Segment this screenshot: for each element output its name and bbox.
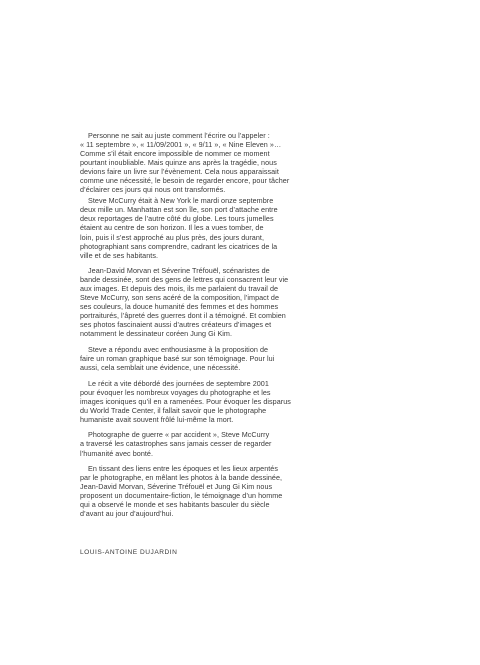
text-line: Comme s’il était encore impossible de nommer ce moment <box>80 149 270 159</box>
text-line: qui a observé le monde et ses habitants basculer du siècle <box>80 500 270 510</box>
text-line: humaniste avait souvent frôlé lui-même la mort. <box>80 414 234 424</box>
text-line: Photographe de guerre « par accident », Steve McCurry <box>88 430 270 440</box>
text-line: l’humanité avec bonté. <box>80 448 154 458</box>
author-signature: LOUIS-ANTOINE DUJARDIN <box>80 549 178 556</box>
text-line: ses couleurs, la douce humanité des femmes et des hommes <box>80 302 279 312</box>
text-line: par le photographe, en mêlant les photos à la bande dessinée, <box>80 473 283 483</box>
text-line: Le récit a vite débordé des journées de septembre 2001 <box>88 378 269 388</box>
paragraph-4 <box>80 345 320 372</box>
text-line: d’avant au jour d’aujourd’hui. <box>80 509 174 519</box>
text-line: ville et de ses habitants. <box>80 250 159 260</box>
paragraph-1 <box>80 131 320 194</box>
text-line: étaient au centre de son horizon. Il les a vues tomber, de <box>80 223 264 233</box>
text-line: comme une nécessité, le besoin de regarder encore, pour tâcher <box>80 176 290 186</box>
text-line: proposent un documentaire-fiction, le témoignage d’un homme <box>80 491 283 501</box>
text-line: bande dessinée, sont des gens de lettres qui consacrent leur vie <box>80 275 289 285</box>
text-line: Jean-David Morvan et Séverine Tréfouël, scénaristes de <box>88 266 270 276</box>
text-line: loin, puis il s’est approché au plus près, des jours durant, <box>80 232 264 242</box>
text-line: aux images. Et depuis des mois, ils me parlaient du travail de <box>80 284 279 294</box>
text-line: aussi, cela semblait une évidence, une nécessité. <box>80 363 241 373</box>
text-line: « 11 septembre », « 11/09/2001 », « 9/11 », « Nine Eleven »… <box>80 140 282 150</box>
paragraph-7 <box>80 464 320 518</box>
text-line: deux mille un. Manhattan est son île, son port d’attache entre <box>80 205 278 215</box>
text-line: d’éclairer ces jours qui nous ont transformés. <box>80 185 226 195</box>
text-line: ses photos fascinaient aussi d’autres créateurs d’images et <box>80 320 272 330</box>
text-line: pourtant inoubliable. Mais quinze ans après la tragédie, nous <box>80 158 277 168</box>
text-line: notamment le dessinateur coréen Jung Gi Kim. <box>80 329 233 339</box>
paragraph-6 <box>80 430 320 457</box>
paragraph-5 <box>80 379 320 424</box>
foreword-text <box>80 131 320 525</box>
text-line: du World Trade Center, il fallait savoir que le photographe <box>80 405 267 415</box>
text-line: Steve McCurry, son sens acéré de la composition, l’impact de <box>80 293 280 303</box>
text-line: faire un roman graphique basé sur son témoignage. Pour lui <box>80 354 275 364</box>
text-line: images iconiques qu’il en a ramenées. Pour évoquer les disparus <box>80 396 291 406</box>
text-line: Personne ne sait au juste comment l’écrire ou l’appeler : <box>88 131 270 140</box>
text-line: Steve McCurry était à New York le mardi onze septembre <box>88 196 274 206</box>
text-line: En tissant des liens entre les époques et les lieux arpentés <box>88 464 278 474</box>
text-line: a traversé les catastrophes sans jamais cesser de regarder <box>80 439 272 449</box>
text-line: Steve a répondu avec enthousiasme à la proposition de <box>88 345 269 355</box>
text-line: photographiant sans comprendre, cadrant les cicatrices de la <box>80 241 278 251</box>
text-line: devions faire un livre sur l’évènement. Cela nous apparaissait <box>80 167 279 177</box>
text-line: Jean-David Morvan, Séverine Tréfouël et Jung Gi Kim nous <box>80 482 273 492</box>
paragraph-3 <box>80 266 320 338</box>
paragraph-2 <box>80 196 320 259</box>
text-line: deux reportages de l’autre côté du globe. Les tours jumelles <box>80 214 274 224</box>
text-line: portraiturés, l’âpreté des guerres dont il a témoigné. Et combien <box>80 311 286 321</box>
text-line: pour évoquer les nombreux voyages du photographe et les <box>80 387 271 397</box>
